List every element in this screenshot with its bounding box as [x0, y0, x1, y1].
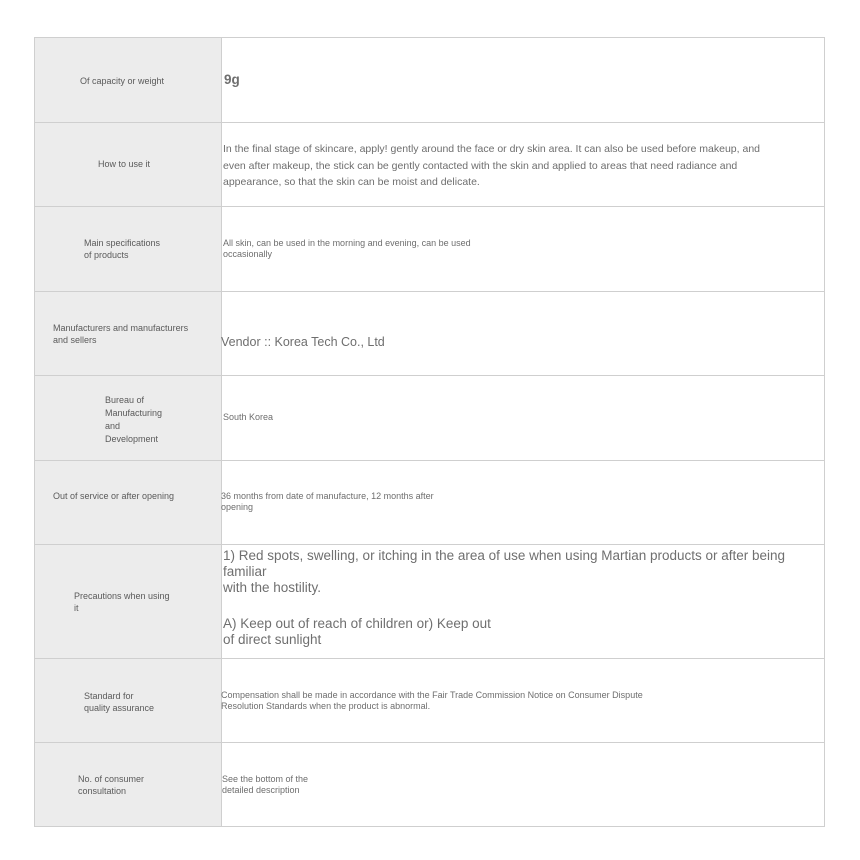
row-value: In the final stage of skincare, apply! gently around the face or dry skin area. It can also be used before makeup, and even after makeup, the stick can be gently contacted with the skin and applied to areas that need radiance and appearance, so that the skin can be moist and delicate.	[223, 143, 760, 188]
row-label-cell	[35, 292, 222, 375]
row-value-cell	[222, 292, 824, 375]
row-label-cell	[35, 207, 222, 291]
row-value-cell	[222, 207, 824, 291]
row-label: Precautions when using it	[74, 591, 170, 613]
row-label: Out of service or after opening	[53, 491, 175, 501]
row-value: Compensation shall be made in accordance with the Fair Trade Commission Notice on Consumer Dispute Resolution Standards when the product is abnormal.	[221, 690, 643, 711]
table-row-manufacturers	[35, 292, 824, 376]
row-label-cell	[35, 743, 222, 826]
row-value: 1) Red spots, swelling, or itching in the area of use when using Martian products or after being familiar with the hostility.	[223, 548, 786, 595]
row-label: Bureau of Manufacturing and Development	[105, 395, 163, 444]
row-label-cell	[35, 461, 222, 544]
row-value: South Korea	[223, 412, 274, 422]
row-label: Manufacturers and manufacturers and sellers	[53, 323, 189, 345]
row-label-cell	[35, 123, 222, 206]
table-row-bureau-of-manufacturing	[35, 376, 824, 461]
row-value-cell	[222, 38, 824, 122]
row-value-cell	[222, 545, 824, 658]
table-row-precautions	[35, 545, 824, 659]
row-value: All skin, can be used in the morning and evening, can be used occasionally	[223, 238, 471, 259]
product-info-table	[34, 37, 825, 827]
table-row-main-specifications	[35, 207, 824, 292]
table-row-how-to-use	[35, 123, 824, 207]
row-label: Main specifications of products	[84, 238, 161, 260]
row-value-secondary: A) Keep out of reach of children or) Keep out of direct sunlight	[223, 616, 491, 647]
row-value: Vendor :: Korea Tech Co., Ltd	[221, 335, 385, 349]
row-value-cell	[222, 743, 824, 826]
row-value-cell	[222, 376, 824, 460]
row-value-cell	[222, 123, 824, 206]
table-row-consumer-consultation	[35, 743, 824, 826]
row-value: See the bottom of the detailed description	[222, 774, 309, 795]
row-value: 9g	[224, 72, 240, 87]
table-row-capacity	[35, 38, 824, 123]
row-label: Of capacity or weight	[80, 76, 165, 86]
row-value: 36 months from date of manufacture, 12 months after opening	[221, 491, 434, 512]
row-label: How to use it	[98, 159, 151, 169]
row-value-cell	[222, 461, 824, 544]
row-label-cell	[35, 545, 222, 658]
row-label-cell	[35, 38, 222, 122]
table-row-out-of-service	[35, 461, 824, 545]
table-row-quality-assurance	[35, 659, 824, 743]
row-label: No. of consumer consultation	[78, 774, 145, 796]
row-label-cell	[35, 659, 222, 742]
row-label: Standard for quality assurance	[84, 691, 155, 713]
row-label-cell	[35, 376, 222, 460]
row-value-cell	[222, 659, 824, 742]
